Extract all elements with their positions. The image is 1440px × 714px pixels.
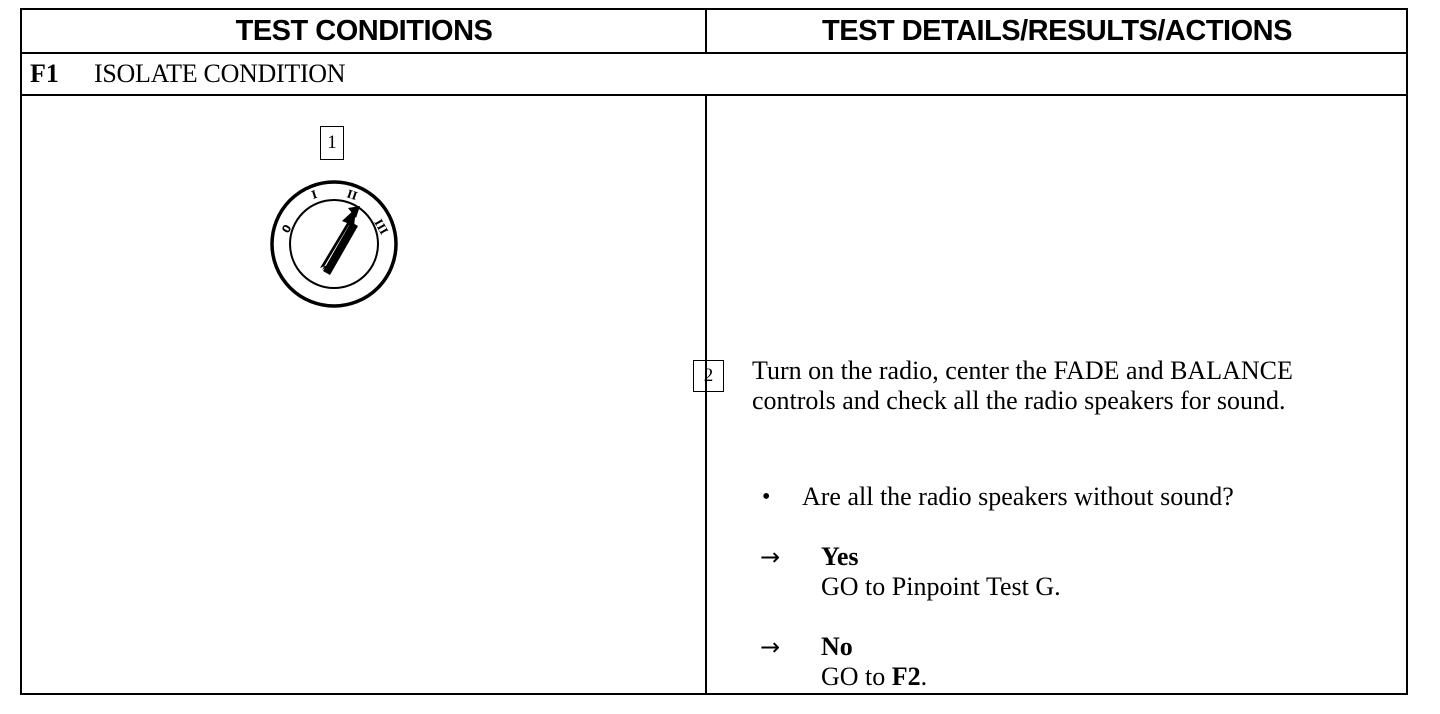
callout-2: 2 — [693, 360, 724, 392]
answer-no-action — [821, 662, 927, 692]
step-title: ISOLATE CONDITION — [94, 59, 346, 88]
test-conditions-header: TEST CONDITIONS — [235, 15, 493, 47]
arrow-right-icon: → — [760, 543, 781, 571]
answer-yes-action — [821, 572, 1061, 602]
arrow-right-icon: → — [760, 633, 781, 661]
callout-1: 1 — [320, 126, 344, 160]
test-details-header: TEST DETAILS/RESULTS/ACTIONS — [822, 15, 1292, 47]
diagnostic-table — [20, 8, 1408, 695]
answer-yes-action-text: GO to Pinpoint Test G. — [821, 572, 1061, 601]
ignition-pos-3: III — [371, 217, 391, 237]
step-code: F1 — [30, 59, 59, 88]
answer-no-action-suffix: . — [920, 662, 928, 691]
bullet-icon: • — [762, 484, 771, 510]
answer-no-action-prefix: GO to — [821, 662, 892, 691]
answer-no-action-step[interactable]: F2 — [891, 662, 921, 691]
question-text: Are all the radio speakers without sound? — [802, 482, 1234, 511]
ignition-pos-0: 0 — [279, 222, 295, 236]
column-divider — [705, 96, 707, 695]
ignition-switch-key-position-icon — [268, 178, 400, 310]
header-divider — [705, 10, 707, 54]
ignition-pos-2: II — [345, 187, 359, 204]
step-title-row — [22, 54, 1406, 96]
answer-yes-label: Yes — [821, 542, 859, 571]
ignition-pos-1: I — [309, 187, 319, 202]
answer-no-label: No — [821, 632, 853, 661]
table-header-row — [22, 10, 1406, 54]
instruction-text: Turn on the radio, center the FADE and BALANCE controls and check all the radio speakers for sound. — [752, 356, 1293, 415]
